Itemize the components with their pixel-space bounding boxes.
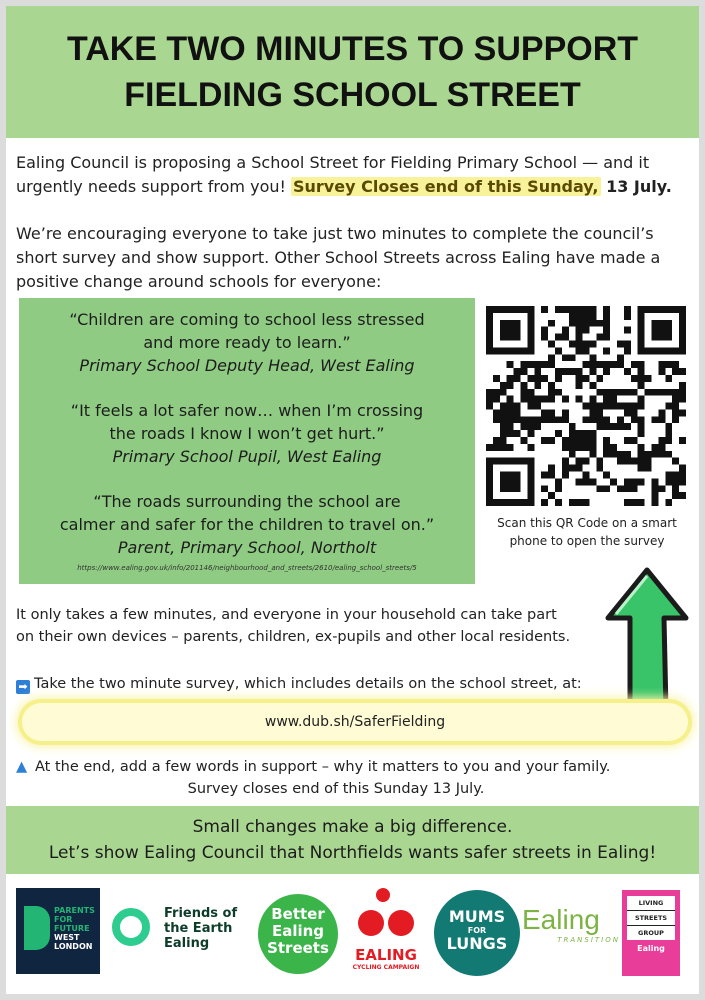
testimonial-1-line-1: “Children are coming to school less stressed xyxy=(69,310,425,329)
qr-code-icon xyxy=(486,306,686,506)
logo-pff-text-4: WEST xyxy=(54,933,80,942)
end-note-line-1 xyxy=(16,756,676,778)
qr-caption-line-2: phone to open the survey xyxy=(509,534,665,548)
qr-caption xyxy=(482,514,692,550)
logo-lsg-text-4: Ealing xyxy=(637,944,665,953)
intro-line-2-text: urgently needs support from you! xyxy=(16,177,291,196)
logo-foe-text-1: Friends of xyxy=(164,906,238,921)
encourage-line-1: We’re encouraging everyone to take just two minutes to complete the council’s xyxy=(16,224,654,243)
logo-foe-text-3: Ealing xyxy=(164,936,210,951)
logo-ealing-transition xyxy=(522,904,620,964)
logo-pff-text-3: FUTURE xyxy=(54,924,90,933)
logo-living-streets-group xyxy=(622,890,680,976)
end-note-line-1-text: At the end, add a few words in support – why it matters to you and your family. xyxy=(35,759,611,775)
encourage-line-3: positive change around schools for everyone: xyxy=(16,272,382,291)
household-line-2: on their own devices – parents, children, ex-pupils and other local residents. xyxy=(16,629,571,645)
testimonial-2 xyxy=(19,399,475,468)
logo-mfl-text-2: FOR xyxy=(467,926,487,935)
logo-friends-of-the-earth xyxy=(112,906,252,962)
survey-deadline-date: 13 July. xyxy=(600,177,672,196)
logo-bes-text-2: Ealing xyxy=(271,922,325,940)
logo-p-icon xyxy=(24,906,50,950)
testimonial-1-attribution: Primary School Deputy Head, West Ealing xyxy=(79,356,415,375)
logo-pff-text-1: PARENTS xyxy=(54,906,95,915)
foe-ring-icon xyxy=(112,908,150,946)
logo-mums-for-lungs xyxy=(434,890,520,976)
testimonial-2-attribution: Primary School Pupil, West Ealing xyxy=(112,447,382,466)
logo-lsg-text-1: LIVING xyxy=(638,899,664,907)
slogan-line-2: Let’s show Ealing Council that Northfields wants safer streets in Ealing! xyxy=(48,843,657,863)
logo-ecc-text-1: EALING xyxy=(355,946,417,964)
logo-bes-text-1: Better xyxy=(271,905,325,923)
bike-dots-icon xyxy=(346,884,426,946)
household-line-1: It only takes a few minutes, and everyone in your household can take part xyxy=(16,607,557,623)
testimonial-1 xyxy=(19,308,475,377)
right-arrow-icon: ➡ xyxy=(16,680,30,694)
logo-parents-for-future xyxy=(16,888,100,974)
encourage-line-2: short survey and show support. Other School Streets across Ealing have made a xyxy=(16,248,661,267)
testimonial-3-attribution: Parent, Primary School, Northolt xyxy=(117,538,377,557)
logo-ealing-cycling-campaign xyxy=(346,884,426,984)
logo-pff-text-2: FOR xyxy=(54,915,73,924)
page-title xyxy=(6,26,699,118)
end-note-line-2: Survey closes end of this Sunday 13 July. xyxy=(187,781,485,797)
logo-foe-text-2: the Earth xyxy=(164,921,233,936)
qr-caption-line-1: Scan this QR Code on a smart xyxy=(497,516,677,530)
encourage-paragraph xyxy=(16,222,691,294)
logo-bes-text-3: Streets xyxy=(267,939,329,957)
household-paragraph xyxy=(16,604,596,648)
testimonial-3 xyxy=(19,490,475,559)
title-line-2: FIELDING SCHOOL STREET xyxy=(124,76,581,114)
logo-mfl-text-3: LUNGS xyxy=(446,934,508,953)
logo-lsg-text-2: STREETS xyxy=(627,910,675,925)
logo-et-text-1: Ealing xyxy=(522,904,600,935)
intro-line-1: Ealing Council is proposing a School Street for Fielding Primary School — and it xyxy=(16,153,650,172)
slogan-banner xyxy=(6,806,699,874)
take-survey-text: Take the two minute survey, which includes details on the school street, at: xyxy=(34,676,582,692)
megaphone-icon: ▲ xyxy=(16,759,28,775)
logo-et-text-2: TRANSITION xyxy=(557,936,620,944)
partner-logos xyxy=(6,876,699,994)
intro-paragraph xyxy=(16,151,691,199)
testimonial-3-line-2: calmer and safer for the children to travel on.” xyxy=(59,515,435,534)
slogan-line-1: Small changes make a big difference. xyxy=(192,817,513,837)
flyer xyxy=(6,6,699,994)
testimonial-1-line-2: and more ready to learn.” xyxy=(143,333,351,352)
end-note xyxy=(16,756,676,800)
source-link[interactable]: https://www.ealing.gov.uk/info/201146/neighbourhood_and_streets/2610/ealing_school_streets/5 xyxy=(77,564,417,572)
logo-ecc-text-2: CYCLING CAMPAIGN xyxy=(352,964,420,971)
logo-better-ealing-streets xyxy=(258,894,338,974)
survey-url-link[interactable]: www.dub.sh/SaferFielding xyxy=(22,703,688,741)
intro-line-2 xyxy=(16,175,691,199)
title-banner xyxy=(6,6,699,138)
logo-lsg-text-3: GROUP xyxy=(627,925,675,940)
logo-mfl-text-1: MUMS xyxy=(448,907,506,926)
survey-deadline-highlight: Survey Closes end of this Sunday, xyxy=(293,177,599,196)
testimonial-box xyxy=(19,298,475,584)
qr-code[interactable] xyxy=(486,306,686,506)
testimonial-2-line-1: “It feels a lot safer now… when I’m crossing xyxy=(70,401,424,420)
testimonial-2-line-2: the roads I know I won’t get hurt.” xyxy=(109,424,385,443)
take-survey-line xyxy=(16,673,656,695)
testimonial-3-line-1: “The roads surrounding the school are xyxy=(93,492,401,511)
title-line-1: TAKE TWO MINUTES TO SUPPORT xyxy=(66,30,639,68)
logo-pff-text-5: LONDON xyxy=(54,942,93,951)
